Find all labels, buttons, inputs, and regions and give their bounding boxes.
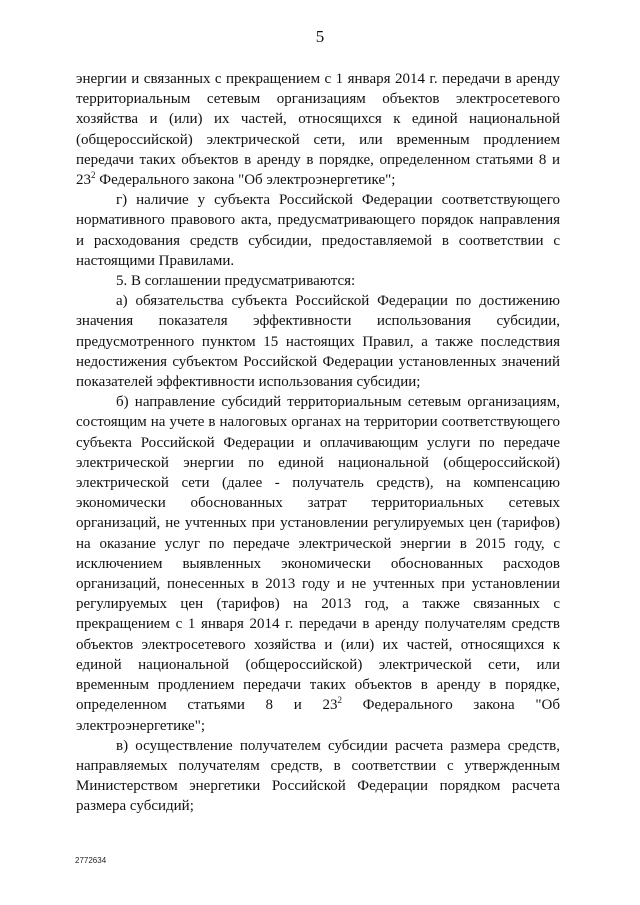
document-body xyxy=(76,69,560,817)
paragraph-item-g xyxy=(76,190,560,271)
paragraph-text: энергии и связанных с прекращением с 1 января 2014 г. передачи в аренду территориальным сетевым организациям объектов электросетевого хозяйства и (или) их частей, относящихся к единой национальной (общероссийской) электрической сети, или временным продлением передачи таких объектов в аренду в порядке, определенном статьями 8 и 23 xyxy=(76,71,560,189)
superscript: 2 xyxy=(337,695,342,706)
paragraph-text: а) обязательства субъекта Российской Федерации по достижению значения показателя эффективности использования субсидии, предусмотренного пунктом 15 настоящих Правил, а также последствия недостижения субъектом Российской Федерации установленных значений показателей эффективности использования субсидии; xyxy=(76,293,560,391)
paragraph-text: г) наличие у субъекта Российской Федерации соответствующего нормативного правового акта, предусматривающего порядок направления и расходования средств субсидии, предоставляемой в соответствии с настоящими Правилами. xyxy=(76,192,560,269)
paragraph-text: 5. В соглашении предусматриваются: xyxy=(116,273,356,290)
paragraph-text: Федерального закона "Об электроэнергетике"; xyxy=(76,697,560,734)
paragraph-continuation xyxy=(76,69,560,190)
page-number: 5 xyxy=(315,27,325,46)
paragraph-item-v xyxy=(76,736,560,817)
paragraph-item-a xyxy=(76,291,560,392)
paragraph-text: Федерального закона "Об электроэнергетике"; xyxy=(95,172,396,189)
paragraph-clause-5 xyxy=(76,271,560,291)
paragraph-text: в) осуществление получателем субсидии расчета размера средств, направляемых получателям средств, в соответствии с утвержденным Министерством энергетики Российской Федерации порядком расчета размера субсидий; xyxy=(76,737,560,815)
document-code: 2772634 xyxy=(75,856,107,865)
superscript: 2 xyxy=(91,170,96,181)
paragraph-text: б) направление субсидий территориальным сетевым организациям, состоящим на учете в налоговых органах на территории соответствующего субъекта Российской Федерации и оплачивающим услуги по передаче электрической энергии по единой национальной (общероссийской) электрической сети (далее - получатель средств), на компенсацию экономически обоснованных затрат территориальных сетевых организаций, не учтенных при установлении регулируемых цен (тарифов) на оказание услуг по передаче электрической энергии в 2015 году, с исключением выявленных экономически обоснованных расходов организаций, понесенных в 2013 году и не учтенных при установлении регулируемых цен (тарифов) на 2013 год, а также связанных с прекращением с 1 января 2014 г. передачи в аренду получателям средств объектов электросетевого хозяйства и (или) их частей, относящихся к единой национальной (общероссийской) электрической сети, или временным продлением передачи таких объектов в аренду в порядке, определенном статьями 8 и 23 xyxy=(76,394,560,714)
paragraph-item-b xyxy=(76,392,560,735)
